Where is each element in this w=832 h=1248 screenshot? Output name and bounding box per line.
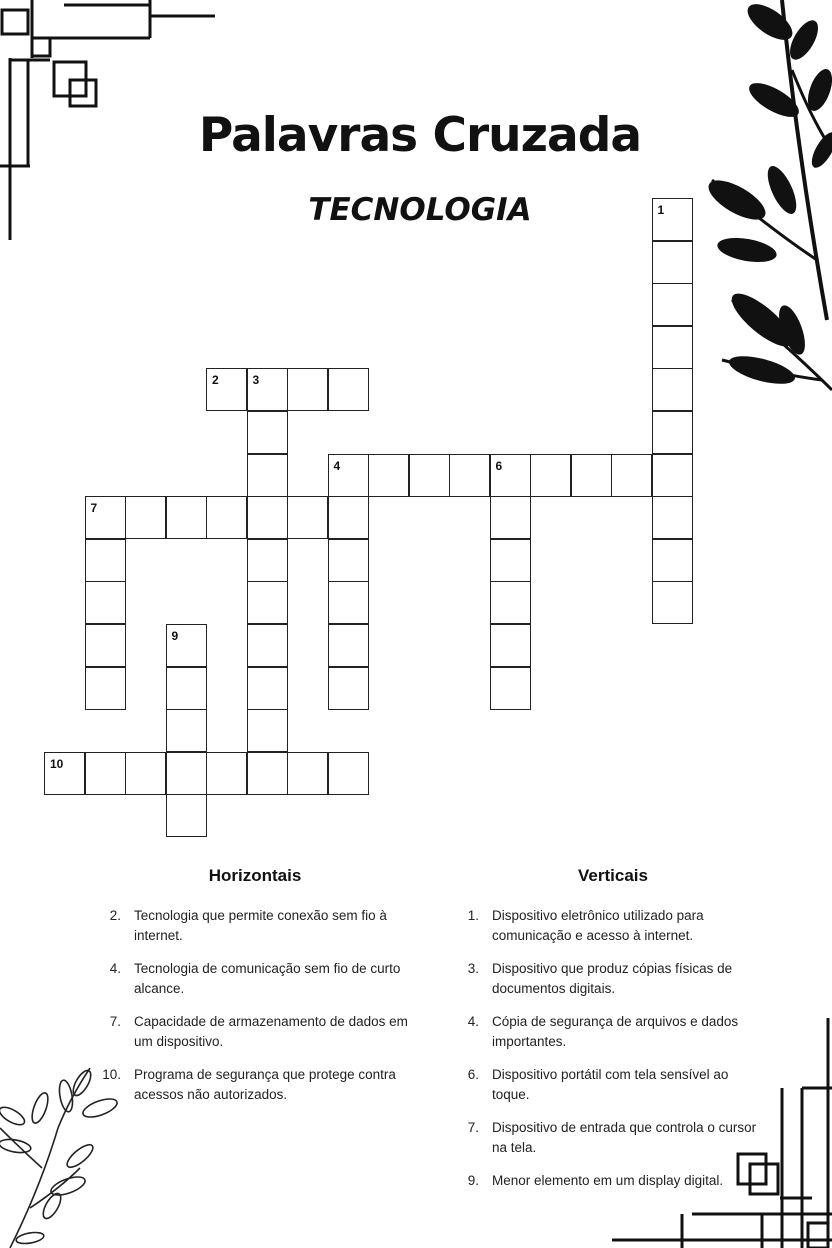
crossword-clue-number: 10 [50, 756, 64, 771]
crossword-cell[interactable] [530, 454, 571, 497]
clue-text: Cópia de segurança de arquivos e dados importantes. [492, 1014, 739, 1049]
clue-number: 1. [467, 908, 479, 923]
clue-text: Capacidade de armazenamento de dados em um dispositivo. [134, 1014, 408, 1049]
clue-text: Tecnologia que permite conexão sem fio à internet. [134, 908, 387, 943]
crossword-cell[interactable] [652, 283, 693, 326]
crossword-cell[interactable] [287, 752, 328, 795]
clue-text: Programa de segurança que protege contra acessos não autorizados. [134, 1067, 396, 1102]
horizontal-clues-heading: Horizontais [208, 866, 302, 885]
clue-number: 4. [467, 1014, 479, 1029]
crossword-cell[interactable] [449, 454, 490, 497]
crossword-cell[interactable] [490, 454, 531, 497]
crossword-cell[interactable] [247, 539, 288, 582]
clue-number: 4. [109, 961, 121, 976]
crossword-cell[interactable] [247, 624, 288, 667]
crossword-cell[interactable] [490, 496, 531, 539]
clue-number: 7. [109, 1014, 121, 1029]
crossword-cell[interactable] [328, 581, 369, 624]
crossword-cell[interactable] [368, 454, 409, 497]
crossword-cell[interactable] [85, 752, 126, 795]
clue-text: Dispositivo que produz cópias físicas de documentos digitais. [492, 961, 733, 996]
crossword-cell[interactable] [328, 454, 369, 497]
clue-number: 6. [467, 1067, 479, 1082]
clue-number: 2. [109, 908, 121, 923]
crossword-cell[interactable] [247, 368, 288, 411]
crossword-cell[interactable] [287, 368, 328, 411]
crossword-clue-number: 9 [171, 629, 179, 643]
crossword-cell[interactable] [328, 539, 369, 582]
clue-text: Dispositivo eletrônico utilizado para comunicação e acesso à internet. [492, 908, 704, 943]
clue-item [458, 959, 768, 999]
crossword-cell[interactable] [652, 198, 693, 241]
crossword-cell[interactable] [409, 454, 450, 497]
crossword-cell[interactable] [652, 411, 693, 454]
crossword-cell[interactable] [85, 539, 126, 582]
clue-text: Tecnologia de comunicação sem fio de curto alcance. [134, 961, 401, 996]
clue-item [100, 906, 420, 946]
clue-item [100, 1012, 420, 1052]
clue-number: 3. [467, 961, 479, 976]
crossword-cell[interactable] [85, 581, 126, 624]
crossword-cell[interactable] [247, 454, 288, 497]
clue-item [458, 1118, 768, 1158]
page-subtitle: TECNOLOGIA [308, 192, 532, 228]
page-title: Palavras Cruzada [198, 108, 642, 163]
crossword-cell[interactable] [166, 496, 207, 539]
crossword-cell[interactable] [85, 624, 126, 667]
clue-item [458, 1012, 768, 1052]
crossword-cell[interactable] [247, 752, 288, 795]
crossword-cell[interactable] [328, 667, 369, 710]
crossword-clue-number: 1 [657, 203, 665, 217]
clue-item [100, 1065, 420, 1105]
crossword-cell[interactable] [652, 326, 693, 369]
clue-number: 7. [467, 1120, 479, 1135]
horizontal-clue-list [100, 906, 420, 1105]
crossword-cell[interactable] [125, 496, 166, 539]
crossword-cell[interactable] [247, 581, 288, 624]
crossword-cell[interactable] [328, 496, 369, 539]
vertical-clues-section [458, 866, 768, 1204]
crossword-cell[interactable] [166, 752, 207, 795]
crossword-cell[interactable] [652, 539, 693, 582]
vertical-clues-heading: Verticais [578, 866, 648, 885]
crossword-cell[interactable] [247, 411, 288, 454]
crossword-clue-number: 2 [212, 373, 219, 388]
crossword-cell[interactable] [85, 496, 126, 539]
clue-item [458, 906, 768, 946]
crossword-cell[interactable] [652, 496, 693, 539]
clue-item [458, 1065, 768, 1105]
crossword-cell[interactable] [44, 752, 85, 795]
clue-number: 10. [102, 1067, 121, 1082]
crossword-cell[interactable] [166, 794, 207, 837]
crossword-cell[interactable] [247, 667, 288, 710]
crossword-cell[interactable] [287, 496, 328, 539]
crossword-cell[interactable] [166, 709, 207, 752]
horizontal-clues-section [100, 866, 420, 1118]
crossword-cell[interactable] [206, 496, 247, 539]
crossword-cell[interactable] [652, 368, 693, 411]
crossword-cell[interactable] [125, 752, 166, 795]
crossword-cell[interactable] [490, 667, 531, 710]
clue-number: 9. [467, 1173, 479, 1188]
crossword-cell[interactable] [652, 454, 693, 497]
crossword-cell[interactable] [328, 368, 369, 411]
crossword-cell[interactable] [652, 241, 693, 284]
crossword-cell[interactable] [206, 368, 247, 411]
clue-item [100, 959, 420, 999]
crossword-cell[interactable] [571, 454, 612, 497]
crossword-clue-number: 6 [495, 458, 503, 473]
crossword-cell[interactable] [611, 454, 652, 497]
crossword-cell[interactable] [490, 624, 531, 667]
crossword-cell[interactable] [206, 752, 247, 795]
crossword-cell[interactable] [247, 709, 288, 752]
vertical-clue-list [458, 906, 768, 1191]
crossword-cell[interactable] [490, 539, 531, 582]
crossword-cell[interactable] [328, 624, 369, 667]
clue-text: Menor elemento em um display digital. [492, 1173, 724, 1188]
crossword-cell[interactable] [652, 581, 693, 624]
clue-text: Dispositivo de entrada que controla o cursor na tela. [492, 1120, 757, 1155]
crossword-cell[interactable] [85, 667, 126, 710]
crossword-cell[interactable] [166, 667, 207, 710]
crossword-cell[interactable] [166, 624, 207, 667]
clue-text: Dispositivo portátil com tela sensível ao toque. [492, 1067, 729, 1102]
crossword-cell[interactable] [490, 581, 531, 624]
clue-item [458, 1171, 768, 1191]
crossword-clue-number: 7 [90, 501, 98, 516]
crossword-clue-number: 4 [333, 458, 341, 473]
crossword-cell[interactable] [247, 496, 288, 539]
crossword-cell[interactable] [328, 752, 369, 795]
crossword-clue-number: 3 [252, 373, 260, 388]
